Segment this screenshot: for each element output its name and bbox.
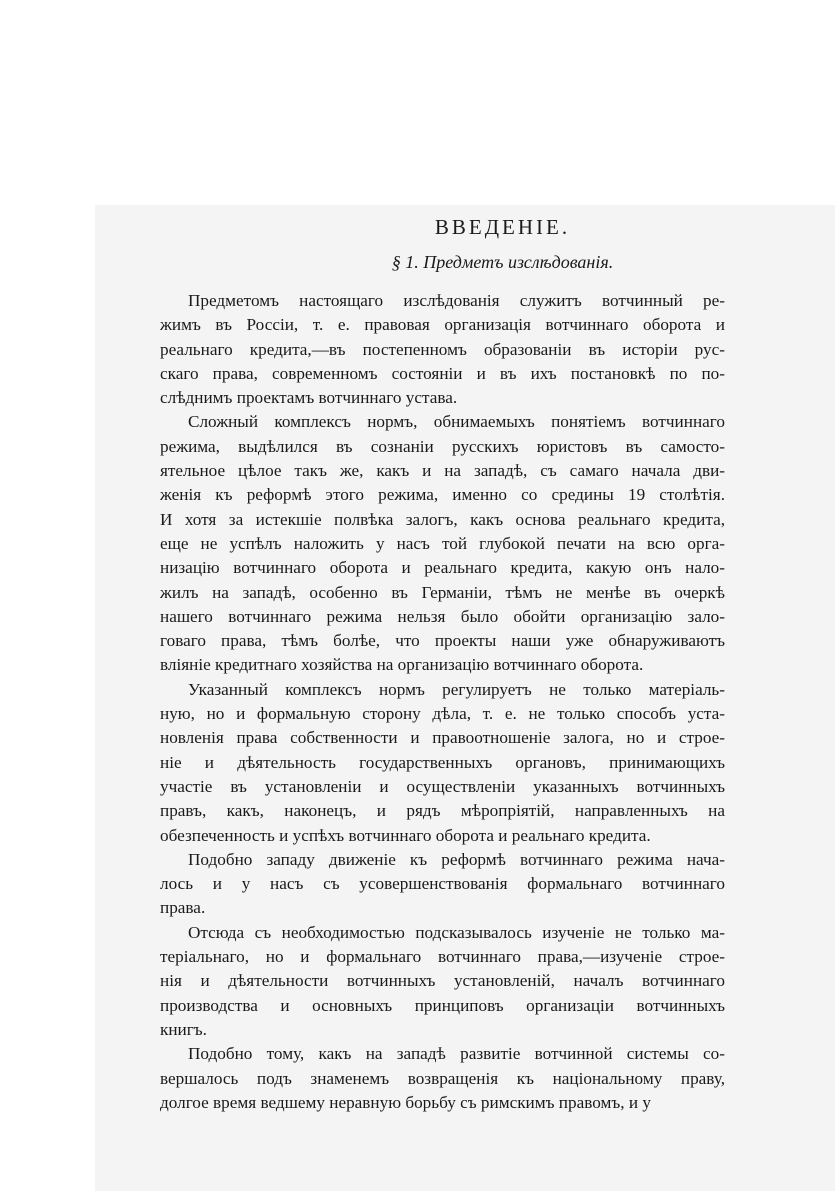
text-line: новленія права собственности и правоотношеніе залога, но и строе- (160, 728, 725, 748)
text-line: низацію вотчиннаго оборота и реальнаго кредита, какую онъ нало- (160, 558, 725, 578)
text-line: жимъ въ Россіи, т. е. правовая организація вотчиннаго оборота и (160, 315, 725, 335)
text-line: женія къ реформѣ этого режима, именно со средины 19 столѣтія. (160, 485, 725, 505)
text-line: Подобно западу движеніе къ реформѣ вотчиннаго режима нача- (188, 849, 725, 869)
text-line: Отсюда съ необходимостью подсказывалось изученіе не только ма- (188, 922, 725, 942)
paragraph (160, 410, 725, 677)
text-line: Указанный комплексъ нормъ регулируетъ не только матеріаль- (188, 679, 725, 699)
paragraph (160, 1042, 725, 1115)
text-line: нашего вотчиннаго режима нельзя было обойти организацію зало- (160, 606, 725, 626)
text-line: ятельное цѣлое такъ же, какъ и на западѣ, съ самаго начала дви- (160, 461, 725, 481)
paragraph (160, 678, 725, 848)
text-line: нія и дѣятельности вотчинныхъ установленій, началъ вотчиннаго (160, 971, 725, 991)
text-line: теріальнаго, но и формальнаго вотчиннаго права,—изученіе строе- (160, 947, 725, 967)
text-line: участіе въ установленіи и осуществленіи указанныхъ вотчинныхъ (160, 776, 725, 796)
text-line: производства и основныхъ принциповъ организаціи вотчинныхъ (160, 995, 725, 1015)
text-line: слѣднимъ проектамъ вотчиннаго устава. (160, 388, 458, 408)
text-line: права. (160, 898, 206, 918)
text-line: реальнаго кредита,—въ постепенномъ образованіи въ исторіи рус- (160, 339, 725, 359)
text-line: ніе и дѣятельность государственныхъ органовъ, принимающихъ (160, 752, 725, 772)
text-line: долгое время ведшему неравную борьбу съ римскимъ правомъ, и у (160, 1092, 651, 1112)
text-line: вліяніе кредитнаго хозяйства на организацію вотчиннаго оборота. (160, 655, 644, 675)
body-text (160, 289, 725, 1115)
text-line: книгъ. (160, 1019, 207, 1039)
text-line: обезпеченность и успѣхъ вотчиннаго оборота и реальнаго кредита. (160, 825, 651, 845)
text-line: скаго права, современномъ состояніи и въ ихъ постановкѣ по по- (160, 363, 725, 383)
paragraph (160, 921, 725, 1042)
text-line: жилъ на западѣ, особенно въ Германіи, тѣмъ не менѣе въ очеркѣ (160, 582, 725, 602)
text-line: Подобно тому, какъ на западѣ развитіе вотчинной системы со- (188, 1044, 725, 1064)
text-line: говаго права, тѣмъ болѣе, что проекты наши уже обнаруживаютъ (160, 631, 725, 651)
text-line: Сложный комплексъ нормъ, обнимаемыхъ понятіемъ вотчиннаго (188, 412, 725, 432)
text-line: Предметомъ настоящаго изслѣдованія служитъ вотчинный ре- (188, 291, 725, 310)
text-line: правъ, какъ, наконецъ, и рядъ мѣропріятій, направленныхъ на (160, 801, 725, 821)
paragraph (160, 848, 725, 921)
document-page (160, 215, 725, 1115)
paragraph (160, 289, 725, 410)
text-line: вершалось подъ знаменемъ возвращенія къ національному праву, (160, 1068, 725, 1088)
text-line: И хотя за истекшіе полвѣка залогъ, какъ основа реальнаго кредита, (160, 509, 725, 529)
text-line: еще не успѣлъ наложить у насъ той глубокой печати на всю орга- (160, 533, 725, 553)
text-line: лось и у насъ съ усовершенствованія формальнаго вотчиннаго (160, 874, 725, 894)
text-line: режима, выдѣлился въ сознаніи русскихъ юристовъ въ самосто- (160, 436, 725, 456)
section-heading: § 1. Предметъ изслѣдованія. (391, 252, 614, 272)
text-line: ную, но и формальную сторону дѣла, т. е. не только способъ уста- (160, 704, 725, 724)
chapter-heading: ВВЕДЕНІЕ. (434, 215, 571, 239)
